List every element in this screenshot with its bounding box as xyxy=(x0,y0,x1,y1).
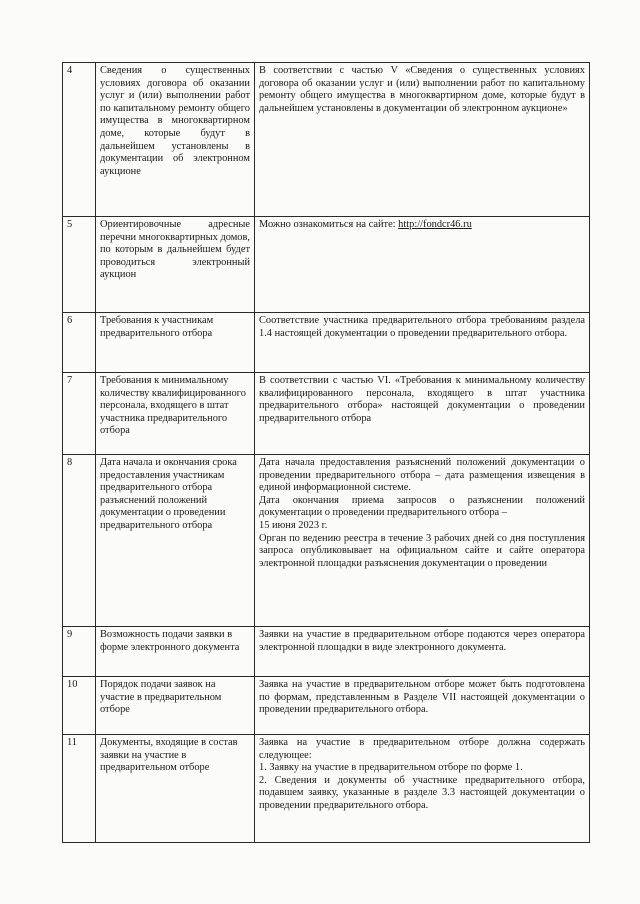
row-description: В соответствии с частью VI. «Требования к минимальному количеству квалифицированного персонала, входящего в штат участника предварительного отбора» настоящей документации о проведении предварительного отбора xyxy=(255,373,590,455)
row-description: В соответствии с частью V «Сведения о существенных условиях договора об оказании услуг и (или) выполнении работ по капитальному ремонту общего имущества в многоквартирном доме, которые будут в дальнейшем установлены в документации об электронном аукционе» xyxy=(255,63,590,217)
row-number: 8 xyxy=(63,455,96,627)
row-title: Требования к участникам предварительного отбора xyxy=(96,313,255,373)
row-number: 9 xyxy=(63,627,96,677)
table-row xyxy=(63,455,590,627)
description-paragraph: Орган по ведению реестра в течение 3 рабочих дней со дня поступления запроса опубликовывает на официальном сайте и сайте оператора электронной площадки разъяснения документации о проведении xyxy=(259,532,585,569)
table-row xyxy=(63,735,590,843)
row-title: Сведения о существенных условиях договора об оказании услуг и (или) выполнении работ по капитальному ремонту общего имущества в многоквартирном доме, которые будут в дальнейшем установлены в документации об электронном аукционе xyxy=(96,63,255,217)
table-row xyxy=(63,373,590,455)
description-paragraph: Дата окончания приема запросов о разъяснении положений документации о проведении предварительного отбора – xyxy=(259,494,585,519)
row-description: Соответствие участника предварительного отбора требованиям раздела 1.4 настоящей документации о проведении предварительного отбора. xyxy=(255,313,590,373)
row-description: Заявка на участие в предварительном отборе может быть подготовлена по формам, представленным в Разделе VII настоящей документации о проведении предварительного отбора. xyxy=(255,677,590,735)
row-description xyxy=(255,455,590,627)
table-row xyxy=(63,217,590,313)
row-title: Порядок подачи заявок на участие в предварительном отборе xyxy=(96,677,255,735)
row-description: Заявки на участие в предварительном отборе подаются через оператора электронной площадки в виде электронного документа. xyxy=(255,627,590,677)
table-row xyxy=(63,63,590,217)
row-number: 11 xyxy=(63,735,96,843)
row-title: Требования к минимальному количеству квалифицированного персонала, входящего в штат участника предварительного отбора xyxy=(96,373,255,455)
site-link[interactable]: http://fondcr46.ru xyxy=(398,219,472,230)
row-number: 7 xyxy=(63,373,96,455)
row-number: 4 xyxy=(63,63,96,217)
row-title: Документы, входящие в состав заявки на участие в предварительном отборе xyxy=(96,735,255,843)
conditions-table xyxy=(62,62,590,843)
row-title: Ориентировочные адресные перечни многоквартирных домов, по которым в дальнейшем будет проводиться электронный аукцион xyxy=(96,217,255,313)
row-description-text: Можно ознакомиться на сайте: xyxy=(259,219,399,230)
description-paragraph: 2. Сведения и документы об участнике предварительного отбора, подавшем заявку, указанные в разделе 3.3 настоящей документации о проведении предварительного отбора. xyxy=(259,774,585,811)
row-description xyxy=(255,735,590,843)
row-number: 10 xyxy=(63,677,96,735)
table-row xyxy=(63,313,590,373)
description-paragraph: Заявка на участие в предварительном отборе должна содержать следующее: xyxy=(259,737,585,761)
description-paragraph: Дата начала предоставления разъяснений положений документации о проведении предварительного отбора – дата размещения извещения в единой информационной системе. xyxy=(259,457,585,494)
description-paragraph: 1. Заявку на участие в предварительном отборе по форме 1. xyxy=(259,762,523,774)
table-row xyxy=(63,627,590,677)
row-title: Возможность подачи заявки в форме электронного документа xyxy=(96,627,255,677)
table-row xyxy=(63,677,590,735)
row-number: 6 xyxy=(63,313,96,373)
row-description xyxy=(255,217,590,313)
row-title: Дата начала и окончания срока предоставления участникам предварительного отбора разъяснений положений документации о проведении предварительного отбора xyxy=(96,455,255,627)
row-number: 5 xyxy=(63,217,96,313)
description-deadline: 15 июня 2023 г. xyxy=(259,519,328,531)
